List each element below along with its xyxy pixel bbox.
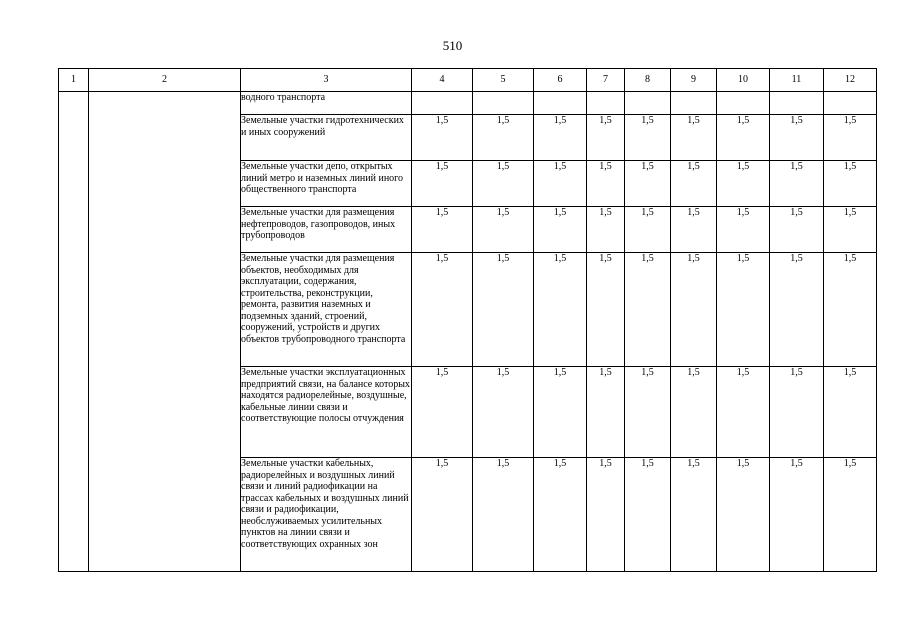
value-cell: 1,5 [770, 161, 824, 207]
value-cell [824, 92, 877, 115]
data-table [58, 68, 877, 572]
column-header-3: 3 [241, 69, 412, 92]
column-header-2: 2 [89, 69, 241, 92]
value-cell: 1,5 [587, 207, 625, 253]
value-cell: 1,5 [671, 367, 717, 458]
value-cell: 1,5 [473, 458, 534, 572]
value-cell: 1,5 [824, 115, 877, 161]
column-1-cell [59, 92, 89, 572]
value-cell: 1,5 [412, 161, 473, 207]
value-cell: 1,5 [824, 161, 877, 207]
value-cell: 1,5 [534, 458, 587, 572]
value-cell: 1,5 [717, 458, 770, 572]
value-cell: 1,5 [824, 458, 877, 572]
value-cell [671, 92, 717, 115]
value-cell: 1,5 [412, 115, 473, 161]
table-row [59, 92, 877, 115]
value-cell: 1,5 [717, 253, 770, 367]
value-cell: 1,5 [824, 367, 877, 458]
value-cell: 1,5 [625, 115, 671, 161]
value-cell: 1,5 [534, 115, 587, 161]
value-cell [587, 92, 625, 115]
value-cell: 1,5 [717, 207, 770, 253]
value-cell [717, 92, 770, 115]
value-cell: 1,5 [412, 207, 473, 253]
value-cell: 1,5 [473, 115, 534, 161]
column-header-8: 8 [625, 69, 671, 92]
description-cell: Земельные участки для размещения объектов, необходимых для эксплуатации, содержания, строительства, реконструкции, ремонта, развития наземных и подземных зданий, строений, сооружений, устройств и других объектов трубопроводного транспорта [241, 253, 412, 367]
value-cell: 1,5 [625, 161, 671, 207]
value-cell: 1,5 [473, 161, 534, 207]
value-cell: 1,5 [412, 367, 473, 458]
description-cell: водного транспорта [241, 92, 412, 115]
header-row [59, 69, 877, 92]
value-cell [473, 92, 534, 115]
value-cell: 1,5 [717, 161, 770, 207]
value-cell: 1,5 [824, 207, 877, 253]
description-cell: Земельные участки эксплуатационных предприятий связи, на балансе которых находятся радиорелейные, воздушные, кабельные линии связи и соответствующие полосы отчуждения [241, 367, 412, 458]
value-cell: 1,5 [587, 253, 625, 367]
value-cell [534, 92, 587, 115]
value-cell [625, 92, 671, 115]
value-cell: 1,5 [717, 115, 770, 161]
column-header-11: 11 [770, 69, 824, 92]
value-cell: 1,5 [473, 253, 534, 367]
description-cell: Земельные участки для размещения нефтепроводов, газопроводов, иных трубопроводов [241, 207, 412, 253]
value-cell: 1,5 [671, 161, 717, 207]
column-header-12: 12 [824, 69, 877, 92]
value-cell: 1,5 [625, 253, 671, 367]
column-header-1: 1 [59, 69, 89, 92]
column-header-9: 9 [671, 69, 717, 92]
value-cell: 1,5 [770, 253, 824, 367]
value-cell: 1,5 [587, 161, 625, 207]
value-cell: 1,5 [534, 253, 587, 367]
value-cell: 1,5 [625, 207, 671, 253]
value-cell: 1,5 [587, 458, 625, 572]
value-cell: 1,5 [770, 367, 824, 458]
value-cell: 1,5 [770, 458, 824, 572]
value-cell [412, 92, 473, 115]
value-cell: 1,5 [587, 115, 625, 161]
value-cell: 1,5 [770, 207, 824, 253]
value-cell: 1,5 [671, 207, 717, 253]
description-cell: Земельные участки кабельных, радиорелейных и воздушных линий связи и линий радиофикации на трассах кабельных и воздушных линий связи и радиофикации, необслуживаемых усилительных пунктов на линии связи и соответствующих охранных зон [241, 458, 412, 572]
value-cell: 1,5 [824, 253, 877, 367]
value-cell: 1,5 [534, 207, 587, 253]
column-header-6: 6 [534, 69, 587, 92]
value-cell: 1,5 [473, 207, 534, 253]
value-cell: 1,5 [671, 115, 717, 161]
column-header-4: 4 [412, 69, 473, 92]
value-cell: 1,5 [587, 367, 625, 458]
column-header-10: 10 [717, 69, 770, 92]
value-cell: 1,5 [625, 367, 671, 458]
column-header-7: 7 [587, 69, 625, 92]
value-cell: 1,5 [412, 458, 473, 572]
page-number: 510 [442, 38, 463, 53]
value-cell: 1,5 [534, 367, 587, 458]
description-cell: Земельные участки депо, открытых линий метро и наземных линий иного общественного транспорта [241, 161, 412, 207]
value-cell: 1,5 [671, 253, 717, 367]
value-cell: 1,5 [717, 367, 770, 458]
value-cell: 1,5 [412, 253, 473, 367]
value-cell: 1,5 [671, 458, 717, 572]
value-cell: 1,5 [625, 458, 671, 572]
value-cell [770, 92, 824, 115]
value-cell: 1,5 [473, 367, 534, 458]
column-2-cell [89, 92, 241, 572]
value-cell: 1,5 [770, 115, 824, 161]
value-cell: 1,5 [534, 161, 587, 207]
description-cell: Земельные участки гидротехнических и иных сооружений [241, 115, 412, 161]
column-header-5: 5 [473, 69, 534, 92]
